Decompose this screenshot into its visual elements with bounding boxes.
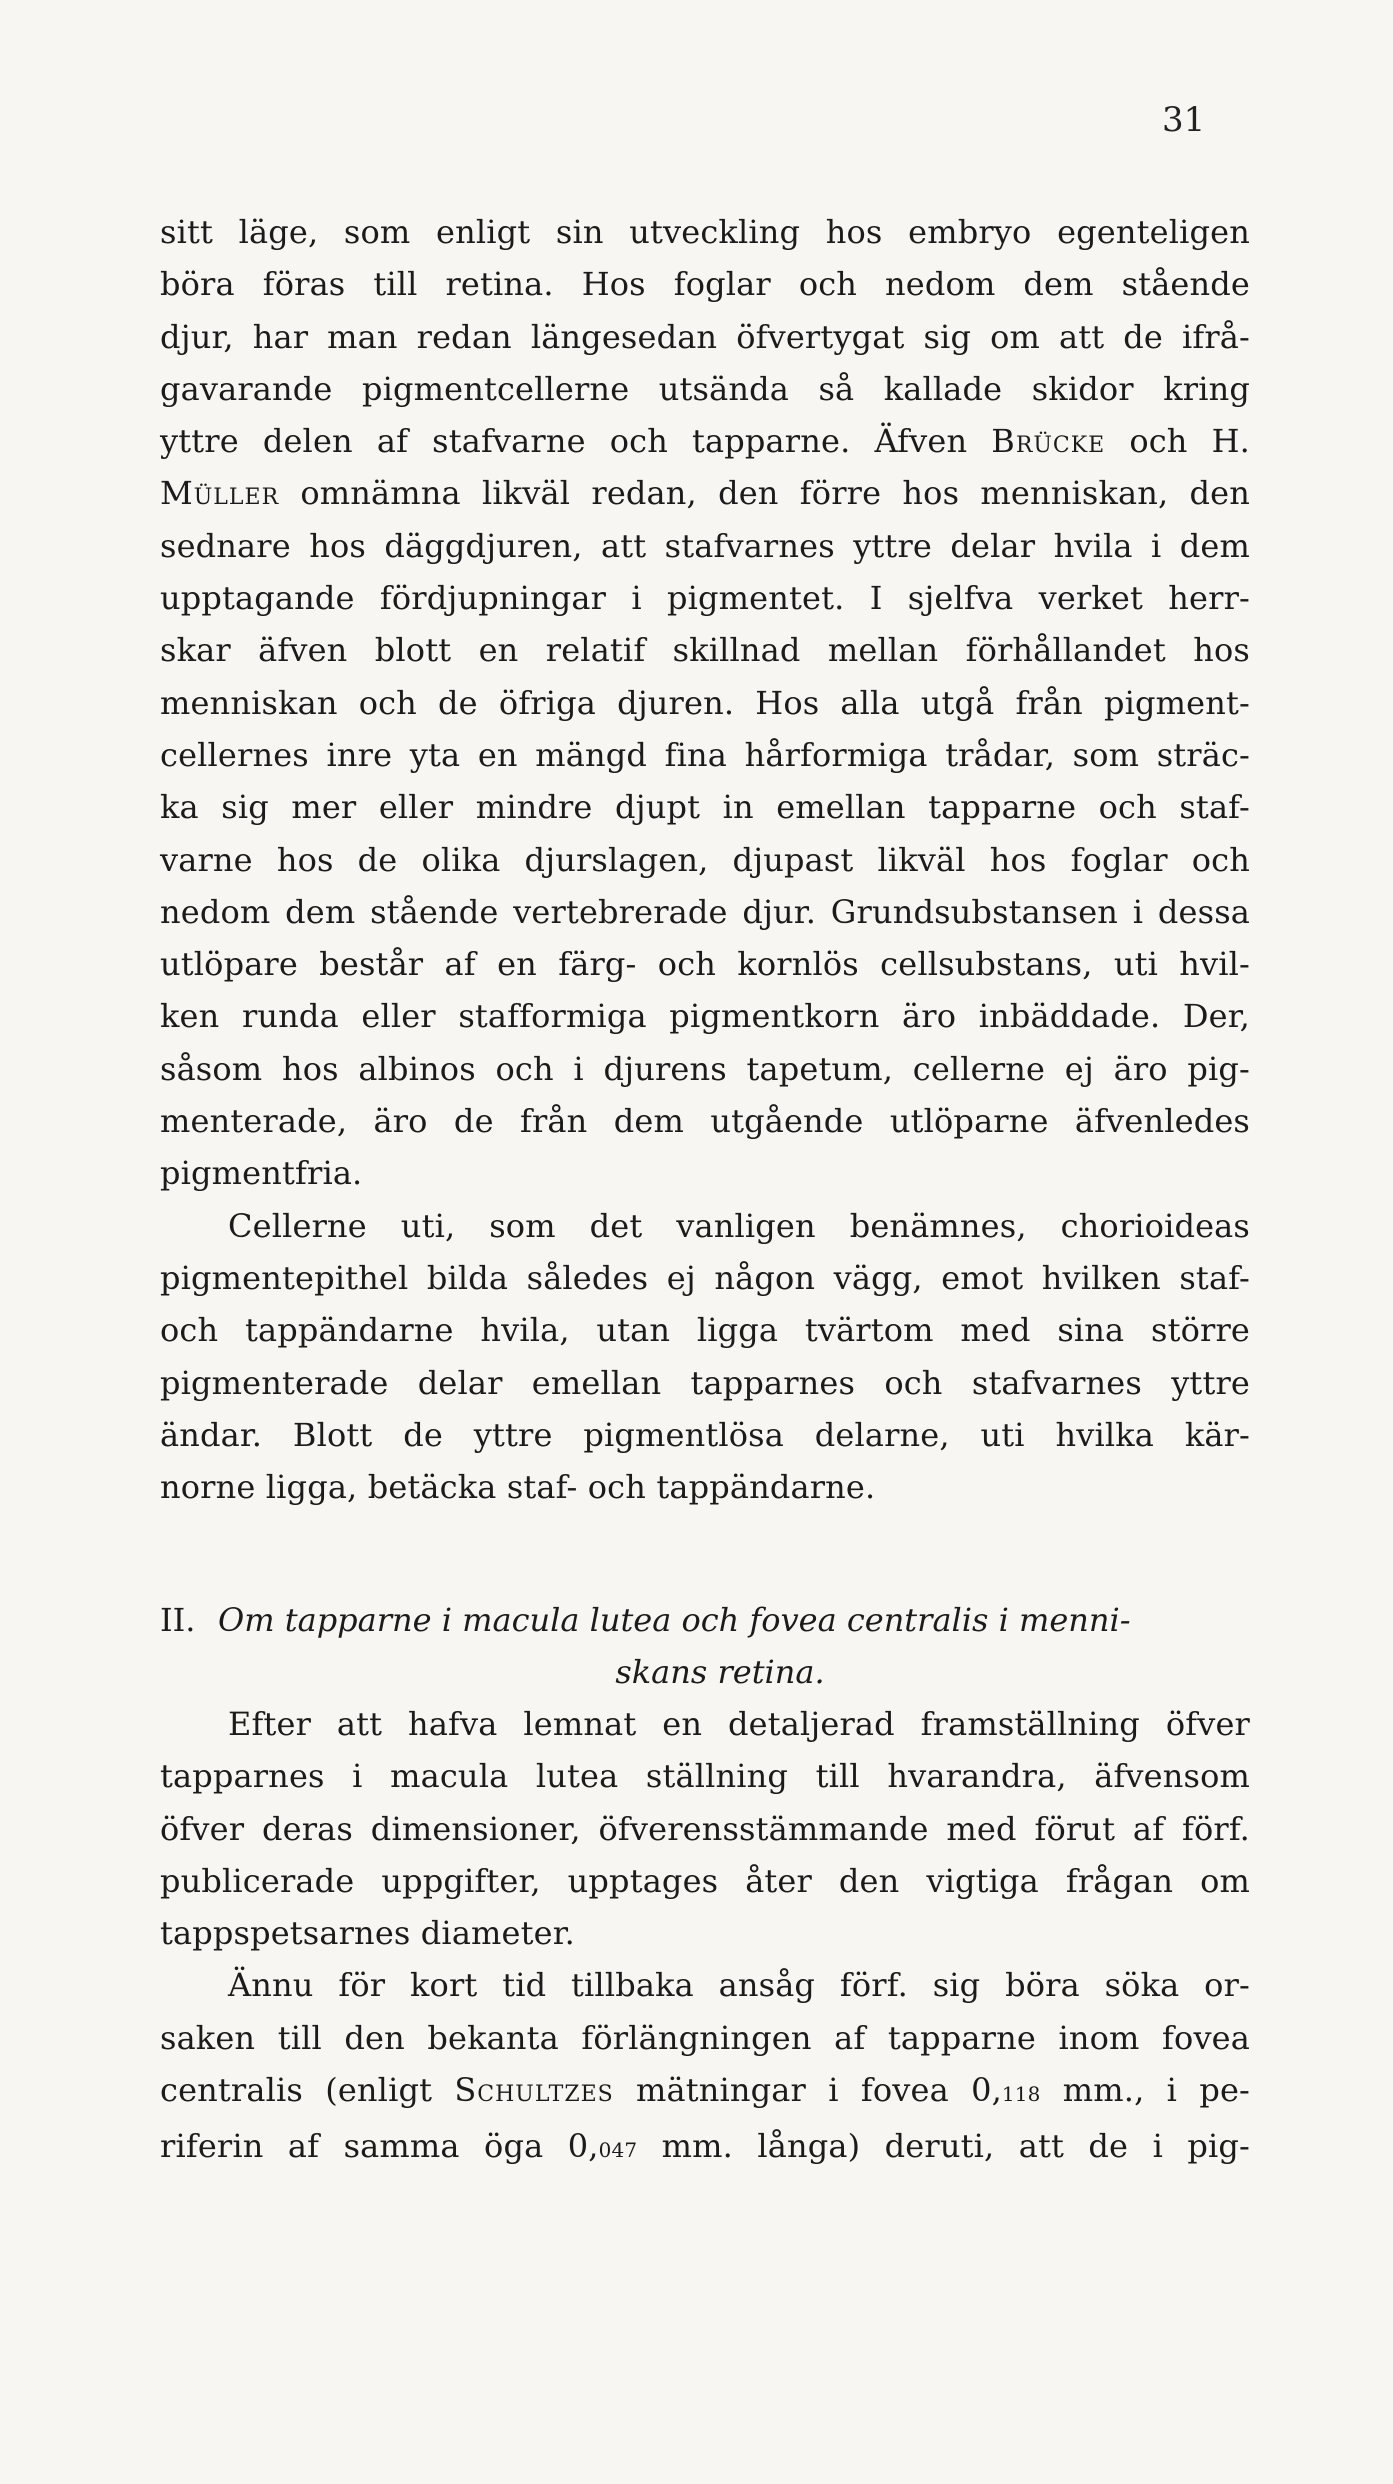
text-line: nedom dem stående vertebrerade djur. Grundsubstansen i dessa xyxy=(160,892,1250,931)
text-line: sednare hos däggdjuren, att stafvarnes yttre delar hvila i dem xyxy=(160,526,1250,565)
text-line: publicerade uppgifter, upptages åter den vigtiga frågan om xyxy=(160,1861,1250,1900)
section-title-continuation: skans retina. xyxy=(615,1653,825,1692)
section-title: Om tapparne i macula lutea och fovea centralis i menni- xyxy=(218,1601,1131,1639)
text-line: menniskan och de öfriga djuren. Hos alla utgå från pigment- xyxy=(160,683,1250,722)
text-line xyxy=(160,2064,1250,2120)
text-line: pigmenterade delar emellan tapparnes och stafvarnes yttre xyxy=(160,1363,1250,1402)
text-line: böra föras till retina. Hos foglar och nedom dem stående xyxy=(160,265,1250,304)
text-line xyxy=(160,415,1250,467)
text-segment: yttre delen af stafvarne och tapparne. Äfven xyxy=(160,422,968,461)
text-line: såsom hos albinos och i djurens tapetum, cellerne ej äro pig- xyxy=(160,1049,1250,1088)
text-line xyxy=(160,2120,1250,2176)
text-segment: mätningar i fovea 0, xyxy=(636,2071,1002,2110)
paragraph-3 xyxy=(160,1698,1250,2177)
author-name-schultze: Schultzes xyxy=(454,2071,614,2110)
text-line: pigmentfria. xyxy=(160,1154,363,1193)
text-line: upptagande fördjupningar i pigmentet. I sjelfva verket herr- xyxy=(160,579,1250,618)
subscript-digits: 118 xyxy=(1001,2082,1041,2107)
text-segment: mm. långa) deruti, att de i pig- xyxy=(661,2127,1251,2166)
section-number: II. xyxy=(160,1601,196,1639)
author-name-muller: Müller xyxy=(160,474,280,513)
text-line: Ännu för kort tid tillbaka ansåg förf. sig böra söka or- xyxy=(228,1966,1250,2005)
text-line: skar äfven blott en relatif skillnad mellan förhållandet hos xyxy=(160,631,1250,670)
text-line: ka sig mer eller mindre djupt in emellan tapparne och staf- xyxy=(160,788,1250,827)
text-line: norne ligga, betäcka staf- och tappändarne. xyxy=(160,1468,876,1507)
text-line: pigmentepithel bilda således ej någon vägg, emot hvilken staf- xyxy=(160,1258,1250,1297)
text-line: ändar. Blott de yttre pigmentlösa delarne, uti hvilka kär- xyxy=(160,1415,1250,1454)
text-line: varne hos de olika djurslagen, djupast likväl hos foglar och xyxy=(160,840,1250,879)
text-segment: omnämna likväl redan, den förre hos menniskan, den xyxy=(300,474,1250,513)
subscript-digits: 047 xyxy=(598,2138,638,2163)
text-line: sitt läge, som enligt sin utveckling hos embryo egenteligen xyxy=(160,213,1250,251)
text-line: menterade, äro de från dem utgående utlöparne äfvenledes xyxy=(160,1102,1250,1141)
text-line: öfver deras dimensioner, öfverensstämmande med förut af förf. xyxy=(160,1809,1250,1848)
text-line: saken till den bekanta förlängningen af tapparne inom fovea xyxy=(160,2018,1250,2057)
text-line: Cellerne uti, som det vanligen benämnes, chorioideas xyxy=(228,1206,1250,1245)
author-name-brucke: Brücke xyxy=(991,422,1106,461)
text-line: tapparnes i macula lutea ställning till hvarandra, äfvensom xyxy=(160,1757,1250,1796)
text-line xyxy=(160,467,1250,519)
text-segment: riferin af samma öga 0, xyxy=(160,2127,599,2166)
page-number: 31 xyxy=(1162,100,1206,140)
text-line: ken runda eller stafformiga pigmentkorn äro inbäddade. Der, xyxy=(160,997,1250,1036)
heading-line xyxy=(160,1594,1250,1646)
text-line: gavarande pigmentcellerne utsända så kallade skidor kring xyxy=(160,369,1250,408)
text-segment: och H. xyxy=(1129,422,1250,461)
text-line: och tappändarne hvila, utan ligga tvärtom med sina större xyxy=(160,1311,1250,1350)
paragraph-1 xyxy=(160,206,1250,1513)
text-line: Efter att hafva lemnat en detaljerad framställning öfver xyxy=(228,1705,1250,1743)
text-segment: centralis (enligt xyxy=(160,2071,433,2110)
section-heading xyxy=(160,1594,1250,1699)
text-line: djur, har man redan längesedan öfvertygat sig om att de ifrå- xyxy=(160,317,1250,356)
text-line: utlöpare består af en färg- och kornlös cellsubstans, uti hvil- xyxy=(160,945,1250,984)
text-segment: mm., i pe- xyxy=(1062,2071,1251,2110)
text-line: cellernes inre yta en mängd fina hårformiga trådar, som sträc- xyxy=(160,735,1250,774)
text-line: tappspetsarnes diameter. xyxy=(160,1914,575,1953)
